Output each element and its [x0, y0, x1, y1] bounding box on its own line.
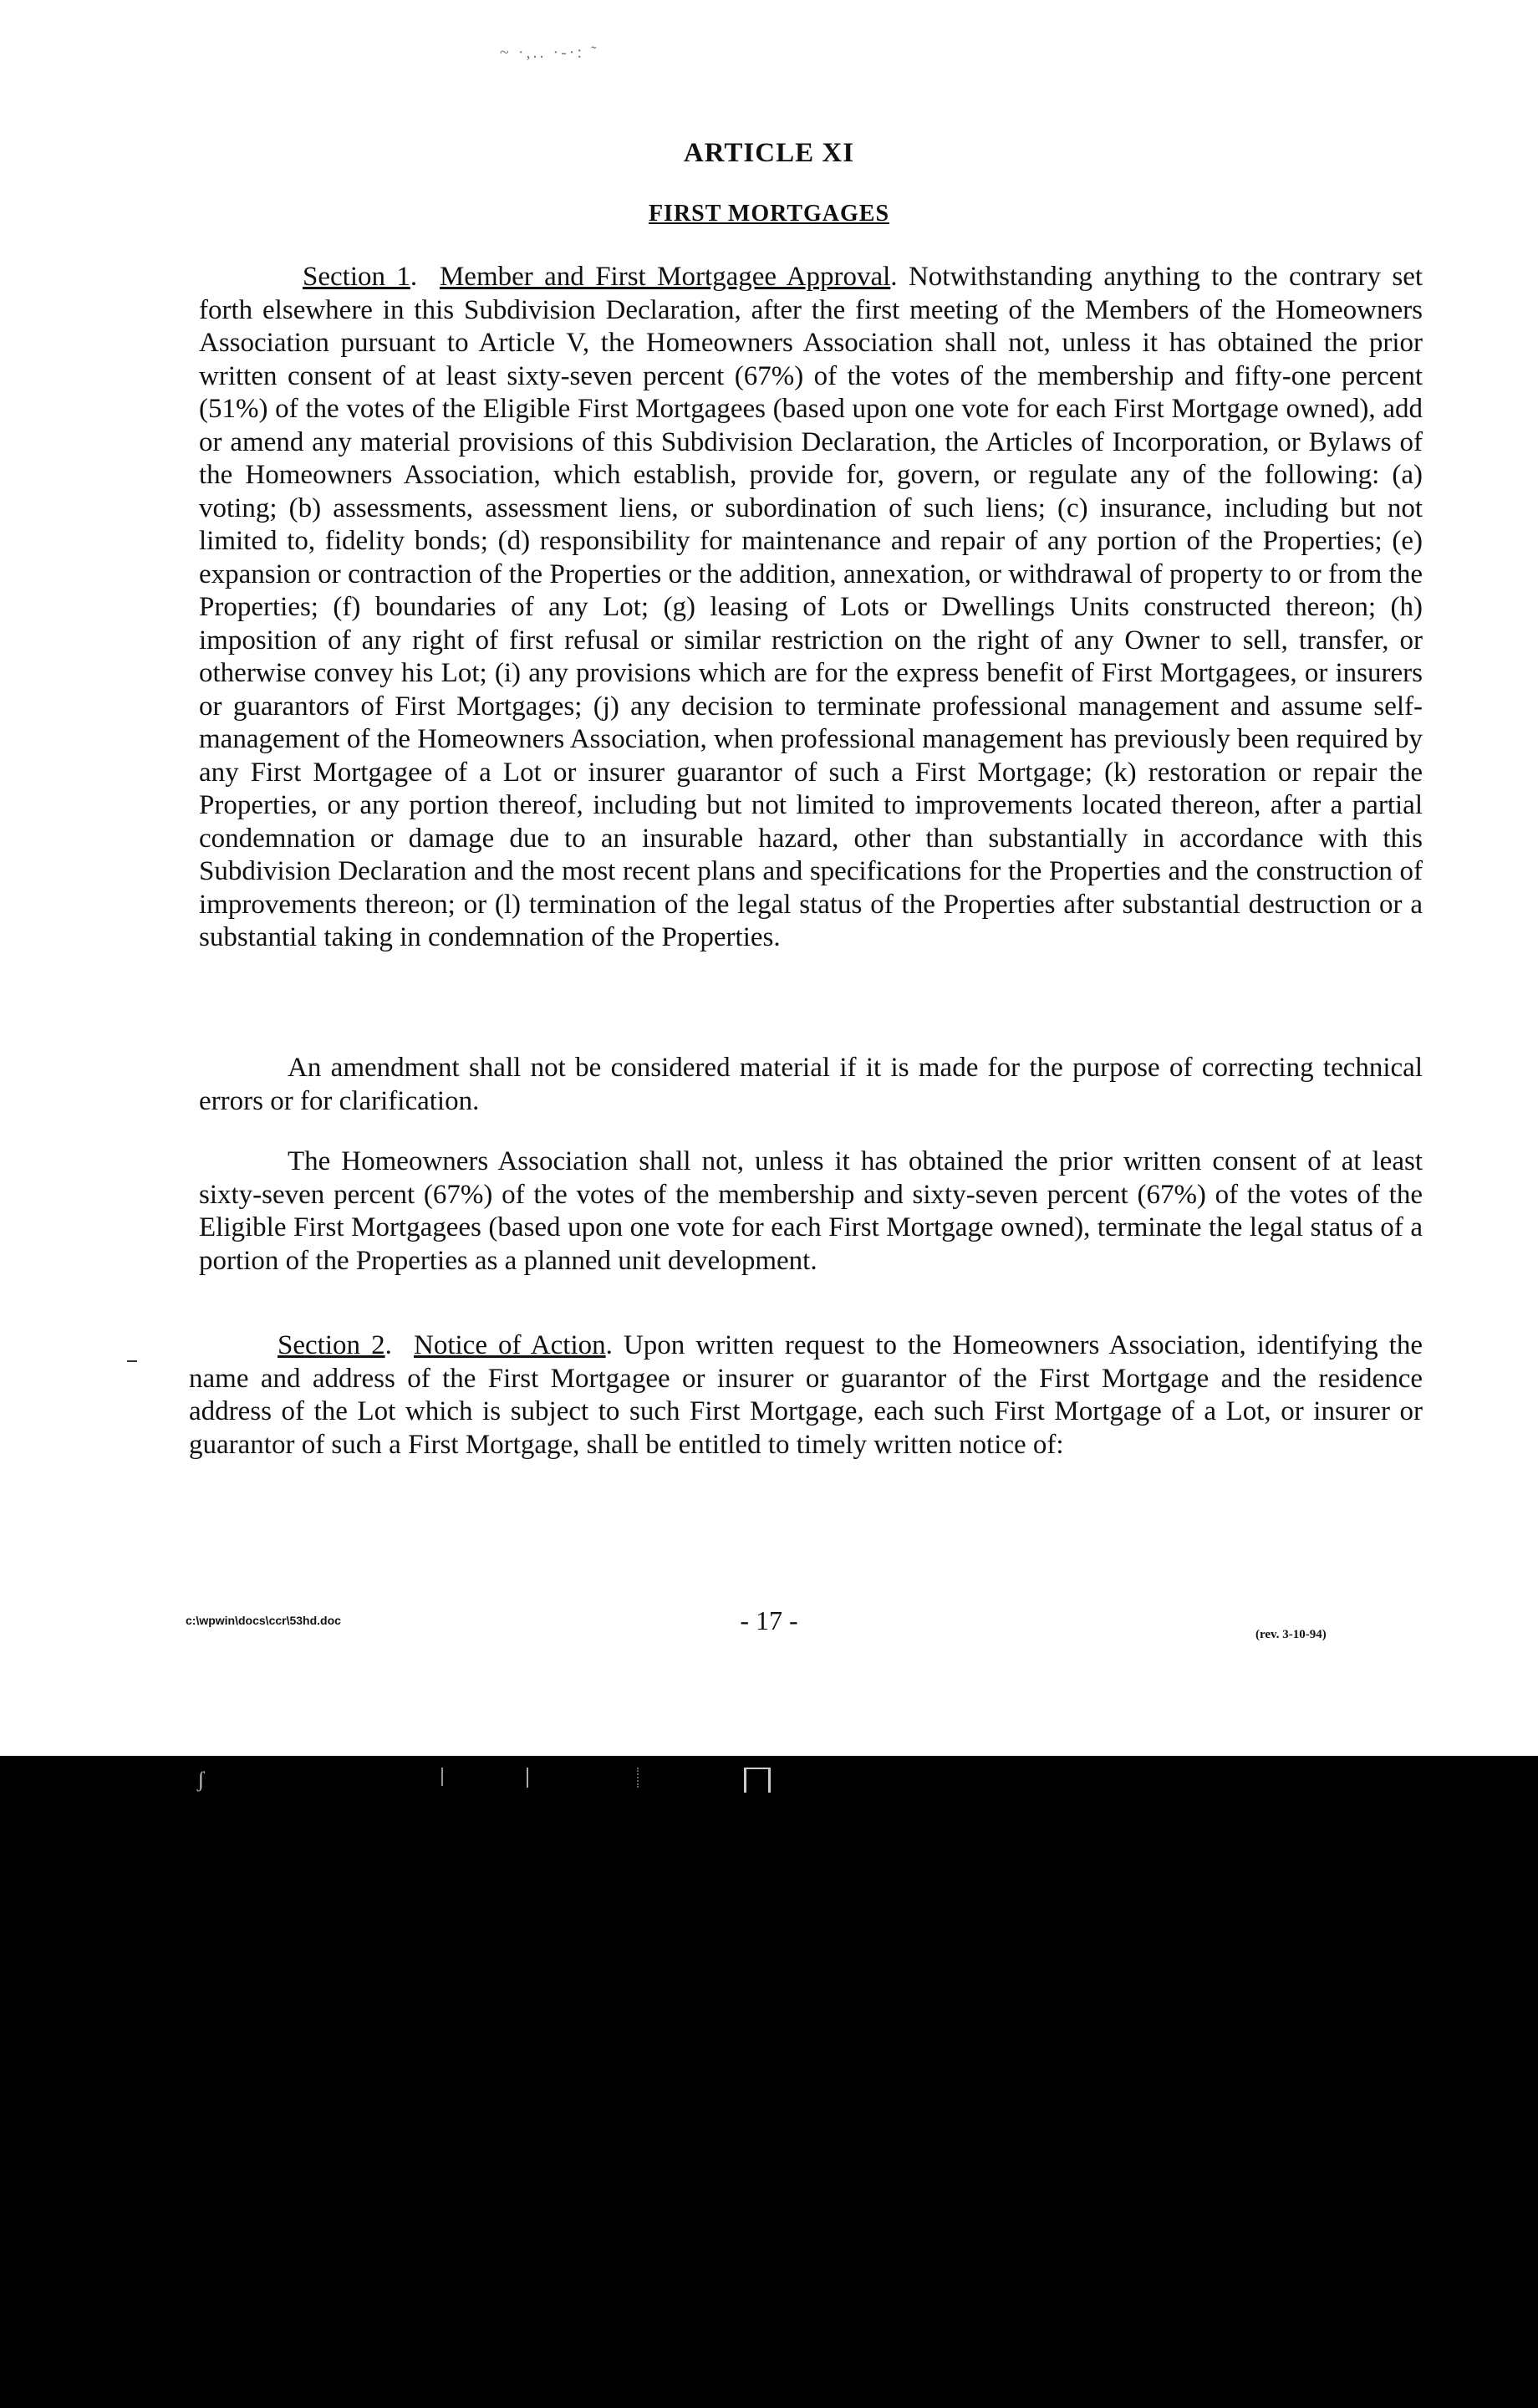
section-1-label: Section 1	[303, 262, 410, 292]
margin-mark	[127, 1360, 137, 1362]
scan-dark-band	[0, 1756, 1538, 2408]
termination-paragraph: The Homeowners Association shall not, unless it has obtained the prior written consent of at least sixty-seven percent (67%) of the votes of the membership and sixty-seven percent (67%) of the votes of the Eligible First Mortgagees (based upon one vote for each First Mortgage owned), terminate the legal status of a portion of the Properties as a planned unit development.	[199, 1146, 1423, 1276]
amendment-paragraph: An amendment shall not be considered material if it is made for the purpose of correcting technical errors or for clarification.	[199, 1053, 1423, 1116]
article-subtitle: FIRST MORTGAGES	[648, 201, 890, 227]
section-1-body: . Notwithstanding anything to the contrary set forth elsewhere in this Subdivision Declaration, after the first meeting of the Members of the Homeowners Association pursuant to Article V, the Homeowners Association shall not, unless it has obtained the prior written consent of at least sixty-seven percent (67%) of the votes of the membership and fifty-one percent (51%) of the votes of the Eligible First Mortgagees (based upon one vote for each First Mortgage owned), add or amend any material provisions of this Subdivision Declaration, the Articles of Incorporation, or Bylaws of the Homeowners Association, which establish, provide for, govern, or regulate any of the following: (a) voting; (b) assessments, assessment liens, or subordination of such liens; (c) insurance, including but not limited to, fidelity bonds; (d) responsibility for maintenance and repair of any portion of the Properties; (e) expansion or contraction of the Properties or the addition, annexation, or withdrawal of property to or from the Properties; (f) boundaries of any Lot; (g) leasing of Lots or Dwellings Units constructed thereon; (h) imposition of any right of first refusal or similar restriction on the right of any Owner to sell, transfer, or otherwise convey his Lot; (i) any provisions which are for the express benefit of First Mortgagees, or insurers or guarantors of First Mortgages; (j) any decision to terminate professional management and assume self-management of the Homeowners Association, when professional management has previously been required by any First Mortgagee of a Lot or insurer guarantor of such a First Mortgage; (k) restoration or repair the Properties, or any portion thereof, including but not limited to improvements located thereon, after a partial condemnation or damage due to an insurable hazard, other than substantially in accordance with this Subdivision Declaration and the most recent plans and specifications for the Properties and the construction of improvements thereon; or (l) termination of the legal status of the Properties after substantial destruction or a substantial taking in condemnation of the Properties.	[199, 262, 1423, 952]
footer-file-path: c:\wpwin\docs\ccr\53hd.doc	[186, 1614, 341, 1627]
footer-page-number: - 17 -	[740, 1605, 798, 1635]
scan-mark	[744, 1768, 771, 1793]
scan-mark: ʃ	[197, 1768, 205, 1792]
footer-revision: (rev. 3-10-94)	[1255, 1628, 1327, 1641]
section-2-paragraph: Section 2. Notice of Action. Upon written request to the Homeowners Association, identifying the name and address of the First Mortgagee or insurer or guarantor of the First Mortgage and the residence address of the Lot which is subject to such First Mortgage, each such First Mortgage of a Lot, or insurer or guarantor of such a First Mortgage, shall be entitled to timely written notice of:	[189, 1330, 1423, 1460]
section-2-heading: Notice of Action	[414, 1330, 606, 1360]
section-1-heading: Member and First Mortgagee Approval	[439, 262, 891, 292]
section-2-label: Section 2	[278, 1330, 385, 1360]
scan-artifact: ~ ·,.. ·-·: ˜	[500, 43, 599, 62]
scan-mark	[441, 1768, 450, 1786]
article-title: ARTICLE XI	[683, 138, 855, 168]
scan-mark	[527, 1768, 639, 1788]
section-2-body: . Upon written request to the Homeowners Association, identifying the name and address of the First Mortgagee or insurer or guarantor of the First Mortgage and the residence address of the Lot which is subject to such First Mortgage, each such First Mortgage of a Lot, or insurer or guarantor of such a First Mortgage, shall be entitled to timely written notice of:	[189, 1330, 1423, 1460]
section-1-paragraph: Section 1. Member and First Mortgagee Approval. Notwithstanding anything to the contrary set forth elsewhere in this Subdivision Declaration, after the first meeting of the Members of the Homeowners Association pursuant to Article V, the Homeowners Association shall not, unless it has obtained the prior written consent of at least sixty-seven percent (67%) of the votes of the membership and fifty-one percent (51%) of the votes of the Eligible First Mortgagees (based upon one vote for each First Mortgage owned), add or amend any material provisions of this Subdivision Declaration, the Articles of Incorporation, or Bylaws of the Homeowners Association, which establish, provide for, govern, or regulate any of the following: (a) voting; (b) assessments, assessment liens, or subordination of such liens; (c) insurance, including but not limited to, fidelity bonds; (d) responsibility for maintenance and repair of any portion of the Properties; (e) expansion or contraction of the Properties or the addition, annexation, or withdrawal of property to or from the Properties; (f) boundaries of any Lot; (g) leasing of Lots or Dwellings Units constructed thereon; (h) imposition of any right of first refusal or similar restriction on the right of any Owner to sell, transfer, or otherwise convey his Lot; (i) any provisions which are for the express benefit of First Mortgagees, or insurers or guarantors of First Mortgages; (j) any decision to terminate professional management and assume self-management of the Homeowners Association, when professional management has previously been required by any First Mortgagee of a Lot or insurer guarantor of such a First Mortgage; (k) restoration or repair the Properties, or any portion thereof, including but not limited to improvements located thereon, after a partial condemnation or damage due to an insurable hazard, other than substantially in accordance with this Subdivision Declaration and the most recent plans and specifications for the Properties and the construction of improvements thereon; or (l) termination of the legal status of the Properties after substantial destruction or a substantial taking in condemnation of the Properties.	[199, 262, 1423, 952]
